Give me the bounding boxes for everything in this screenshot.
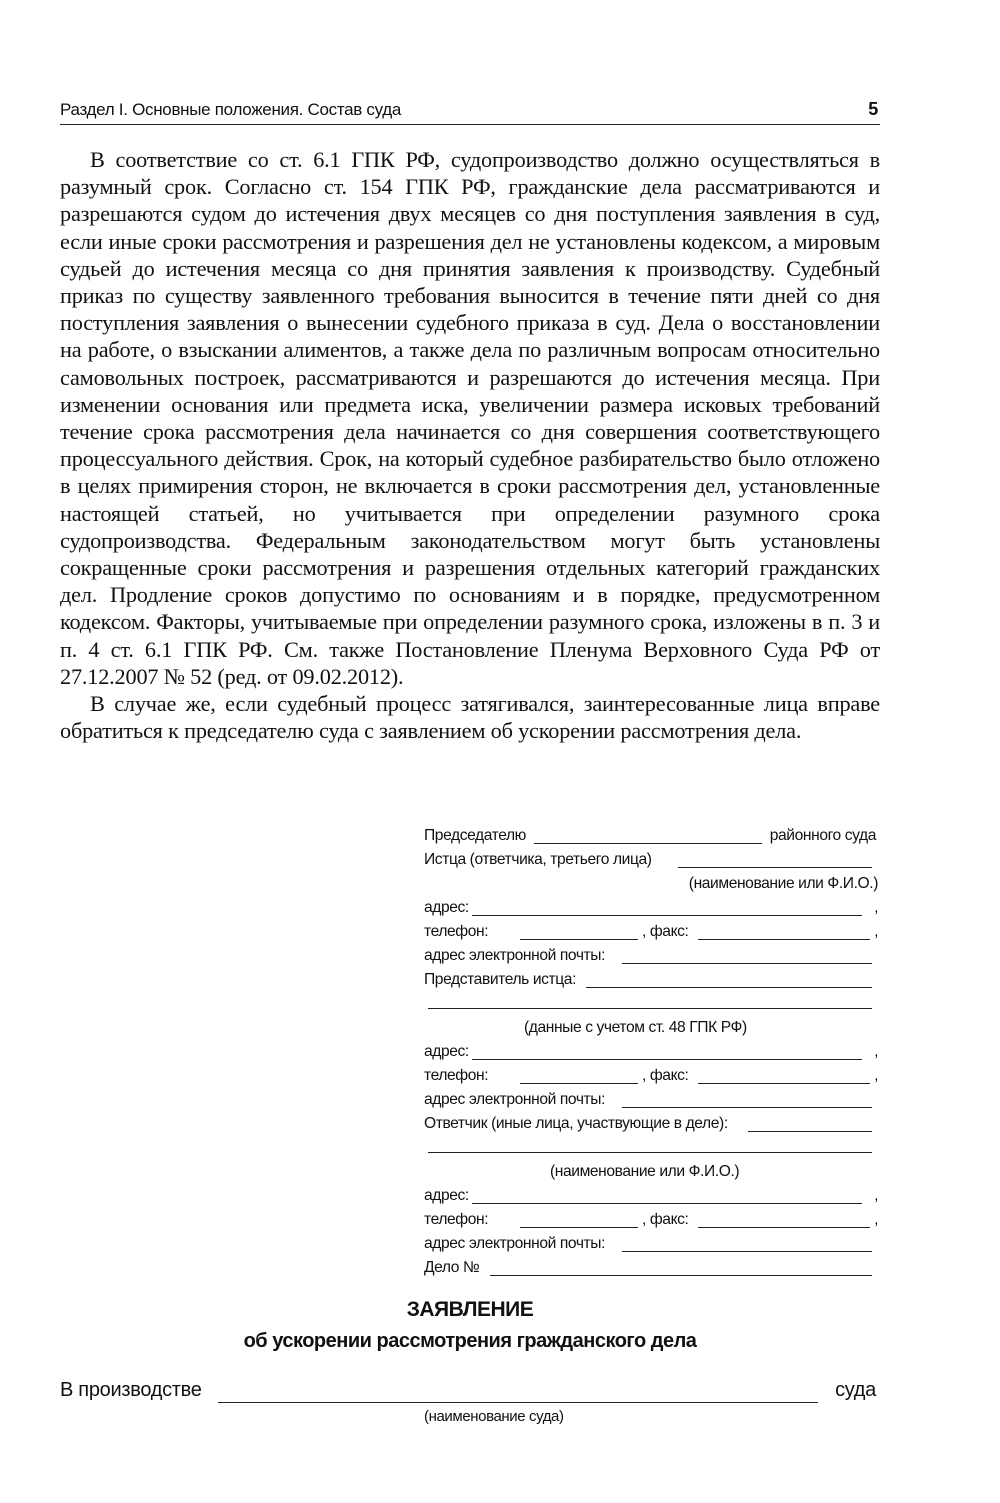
defendant-field-continued[interactable] xyxy=(428,1152,872,1153)
email-label: адрес электронной почты: xyxy=(424,1091,606,1108)
chairman-name-field[interactable] xyxy=(534,843,762,844)
form-row-phone xyxy=(424,1208,880,1232)
statement-subtitle: об ускорении рассмотрения гражданского дела xyxy=(243,1330,697,1352)
defendant-label: Ответчик (иные лица, участвующие в деле): xyxy=(424,1115,728,1132)
form-row-phone xyxy=(424,1064,880,1088)
running-header xyxy=(60,98,880,125)
email-field[interactable] xyxy=(622,1107,872,1108)
fax-label: , факс: xyxy=(642,1211,689,1228)
email-field[interactable] xyxy=(622,963,872,964)
form-row-address xyxy=(424,1184,880,1208)
form-row-email xyxy=(424,1088,880,1112)
representative-caption: (данные с учетом ст. 48 ГПК РФ) xyxy=(524,1019,747,1036)
statement-title: ЗАЯВЛЕНИЕ xyxy=(406,1298,534,1321)
form-row-email xyxy=(424,944,880,968)
address-label: адрес: xyxy=(424,1043,469,1060)
in-proceedings-label: В производстве xyxy=(60,1379,202,1401)
defendant-caption: (наименование или Ф.И.О.) xyxy=(550,1163,740,1180)
email-label: адрес электронной почты: xyxy=(424,1235,606,1252)
phone-label: телефон: xyxy=(424,923,489,940)
email-field[interactable] xyxy=(622,1251,872,1252)
court-caption: (наименование суда) xyxy=(424,1408,564,1425)
form-row-email xyxy=(424,1232,880,1256)
form-row-plaintiff xyxy=(424,848,880,872)
form-row-caption xyxy=(424,1160,880,1184)
body-text xyxy=(60,146,880,744)
fax-field[interactable] xyxy=(698,939,870,940)
form-row-caption xyxy=(424,1016,880,1040)
representative-label: Представитель истца: xyxy=(424,971,577,988)
form-row-defendant xyxy=(424,1112,880,1136)
section-title: Раздел I. Основные положения. Состав суда xyxy=(60,100,402,119)
form-row-address xyxy=(424,1040,880,1064)
plaintiff-field[interactable] xyxy=(678,867,872,868)
case-number-field[interactable] xyxy=(490,1275,872,1276)
form-row-line xyxy=(424,992,880,1016)
comma: , xyxy=(874,1043,878,1060)
representative-field-continued[interactable] xyxy=(428,1008,872,1009)
address-field[interactable] xyxy=(472,915,862,916)
address-label: адрес: xyxy=(424,899,469,916)
page-number: 5 xyxy=(868,99,878,119)
form-row-caption xyxy=(424,872,880,896)
paragraph: В соответствие со ст. 6.1 ГПК РФ, судопроизводство должно осуществляться в разумный срок. Согласно ст. 154 ГПК РФ, гражданские дела рассматриваются и разрешаются судом до истечения двух месяцев со дня поступления заявления в суд, если иные сроки рассмотрения и разрешения дел не установлены кодексом, а мировым судьей до истечения месяца со дня принятия заявления к производству. Судебный приказ по существу заявленного требования выносится в течение пяти дней со дня поступления заявления о вынесении судебного приказа в суд. Дела о восстановлении на работе, о взыскании алиментов, а также дела по различным вопросам относительно самовольных построек, рассматриваются и разрешаются до истечения месяца. При изменении основания или предмета иска, увеличении размера исковых требований течение срока рассмотрения дела начинается со дня совершения соответствующего процессуального действия. Срок, на который судебное разбирательство было отложено в целях примирения сторон, не включается в сроки рассмотрения дел, установленные настоящей статьей, но учитывается при определении разумного срока судопроизводства. Федеральным законодательством могут быть установлены сокращенные сроки рассмотрения и разрешения отдельных категорий гражданских дел. Продление сроков допустимо по основаниям и в порядке, предусмотренном кодексом. Факторы, учитываемые при определении разумного срока, изложены в п. 3 и п. 4 ст. 6.1 ГПК РФ. См. также Постановление Пленума Верховного Суда РФ от 27.12.2007 № 52 (ред. от 09.02.2012). xyxy=(60,147,880,689)
form-row-chairman xyxy=(424,824,880,848)
proceedings-row xyxy=(60,1378,880,1408)
address-field[interactable] xyxy=(472,1203,862,1204)
phone-label: телефон: xyxy=(424,1067,489,1084)
comma: , xyxy=(874,923,878,940)
phone-label: телефон: xyxy=(424,1211,489,1228)
case-number-label: Дело № xyxy=(424,1259,480,1276)
fax-label: , факс: xyxy=(642,1067,689,1084)
district-court-label: районного суда xyxy=(769,827,876,844)
court-label: суда xyxy=(835,1379,876,1401)
phone-field[interactable] xyxy=(520,939,638,940)
comma: , xyxy=(874,1211,878,1228)
form-row-case xyxy=(424,1256,880,1280)
phone-field[interactable] xyxy=(520,1227,638,1228)
form-row-phone xyxy=(424,920,880,944)
comma: , xyxy=(874,899,878,916)
fax-field[interactable] xyxy=(698,1227,870,1228)
phone-field[interactable] xyxy=(520,1083,638,1084)
fax-field[interactable] xyxy=(698,1083,870,1084)
address-field[interactable] xyxy=(472,1059,862,1060)
comma: , xyxy=(874,1187,878,1204)
plaintiff-label: Истца (ответчика, третьего лица) xyxy=(424,851,652,868)
application-header-form xyxy=(424,824,880,1280)
comma: , xyxy=(874,1067,878,1084)
address-label: адрес: xyxy=(424,1187,469,1204)
form-row-address xyxy=(424,896,880,920)
defendant-field[interactable] xyxy=(748,1131,872,1132)
form-row-line xyxy=(424,1136,880,1160)
fax-label: , факс: xyxy=(642,923,689,940)
court-name-field[interactable] xyxy=(218,1402,818,1403)
chairman-label: Председателю xyxy=(424,827,526,844)
plaintiff-caption: (наименование или Ф.И.О.) xyxy=(688,875,878,892)
paragraph: В случае же, если судебный процесс затягивался, заинтересованные лица вправе обратиться к председателю суда с заявлением об ускорении рассмотрения дела. xyxy=(60,691,880,744)
email-label: адрес электронной почты: xyxy=(424,947,606,964)
representative-field[interactable] xyxy=(586,987,872,988)
form-row-representative xyxy=(424,968,880,992)
